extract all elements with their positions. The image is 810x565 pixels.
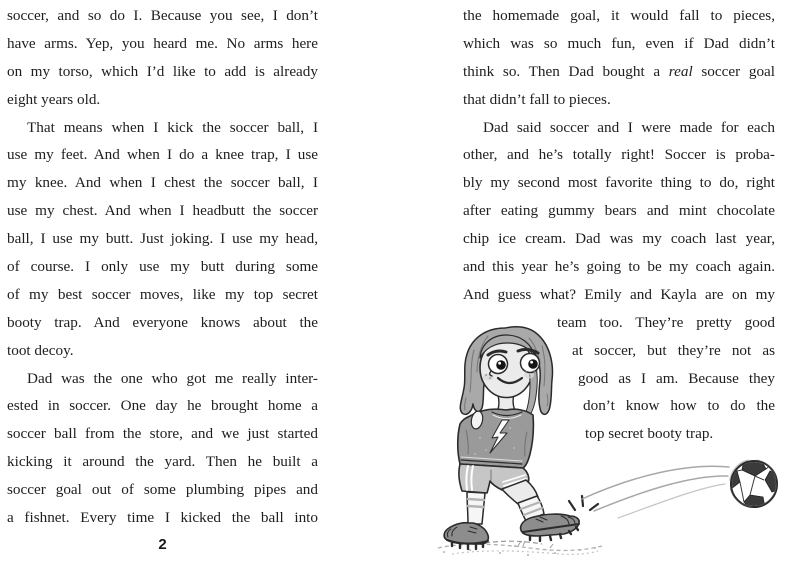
front-cleat	[521, 514, 580, 541]
right-page-line: after eating gummy bears and mint chocolate	[463, 202, 775, 220]
right-page-line: top secret booty trap.	[585, 425, 714, 443]
left-page-line: soccer ball from the store, and we just started	[7, 425, 318, 443]
left-page-line: on my torso, which I’d like to add is already	[7, 62, 318, 80]
left-page-line: That means when I kick the soccer ball, I	[27, 118, 318, 136]
left-page-line: ested in soccer. One day he brought home a	[7, 397, 318, 415]
standing-leg	[444, 492, 488, 549]
right-page-line: chip ice cream. Dad was my coach last year,	[463, 230, 775, 248]
left-page-line: ball, I use my butt. Just joking. I use my head,	[7, 230, 318, 248]
right-page-line: think so. Then Dad bought a real soccer goal	[463, 62, 775, 80]
left-page-line: use my feet. And when I do a knee trap, I use	[7, 146, 318, 164]
left-page-line: booty trap. And everyone knows about the	[7, 313, 318, 331]
left-page-line: soccer goal out of some plumbing pipes and	[7, 481, 318, 499]
illustration-girl-kicking-ball	[430, 320, 795, 565]
motion-lines	[582, 466, 729, 518]
jersey	[458, 409, 534, 468]
soccer-ball	[723, 458, 782, 510]
left-page-line: my knee. And when I chest the soccer ball, I	[7, 174, 318, 192]
right-page-line: bly my second most favorite thing to do, right	[463, 174, 775, 192]
page-number: 2	[158, 536, 167, 553]
left-page-line: eight years old.	[7, 90, 101, 108]
kicking-leg	[502, 480, 579, 541]
right-page-line: at soccer, but they’re not as	[572, 341, 775, 359]
left-page-line: have arms. Yep, you heard me. No arms here	[7, 34, 318, 52]
girl-figure	[444, 327, 598, 549]
right-page-line: Dad said soccer and I were made for each	[483, 118, 775, 136]
left-page-line: soccer, and so do I. Because you see, I don’t	[7, 7, 318, 24]
right-page-line: which was so much fun, even if Dad didn’t	[463, 34, 775, 52]
right-page-line: and this year he’s going to be my coach again.	[463, 258, 775, 276]
left-page-line: of course. I only use my butt during some	[7, 258, 318, 276]
right-page-line: other, and he’s totally right! Soccer is proba-	[463, 146, 775, 164]
left-page-line: kicking it around the yard. Then he built a	[7, 453, 318, 471]
right-page-line: And guess what? Emily and Kayla are on my	[463, 285, 775, 303]
left-page-line: toot decoy.	[7, 341, 74, 359]
left-page-line: use my chest. And when I headbutt the soccer	[7, 202, 318, 220]
right-page-line: don’t know how to do the	[583, 397, 775, 415]
left-page-line: Dad was the one who got me really inter-	[27, 369, 318, 387]
right-page-line: that didn’t fall to pieces.	[463, 90, 611, 108]
left-page-text	[7, 2, 318, 532]
right-page-line: good as I am. Because they	[578, 369, 775, 387]
right-page-line: team too. They’re pretty good	[557, 313, 775, 331]
left-page-line: a fishnet. Every time I kicked the ball into	[7, 509, 318, 527]
left-page-line: of my best soccer moves, like my top secret	[7, 285, 318, 303]
right-page-line: the homemade goal, it would fall to pieces,	[463, 7, 775, 24]
